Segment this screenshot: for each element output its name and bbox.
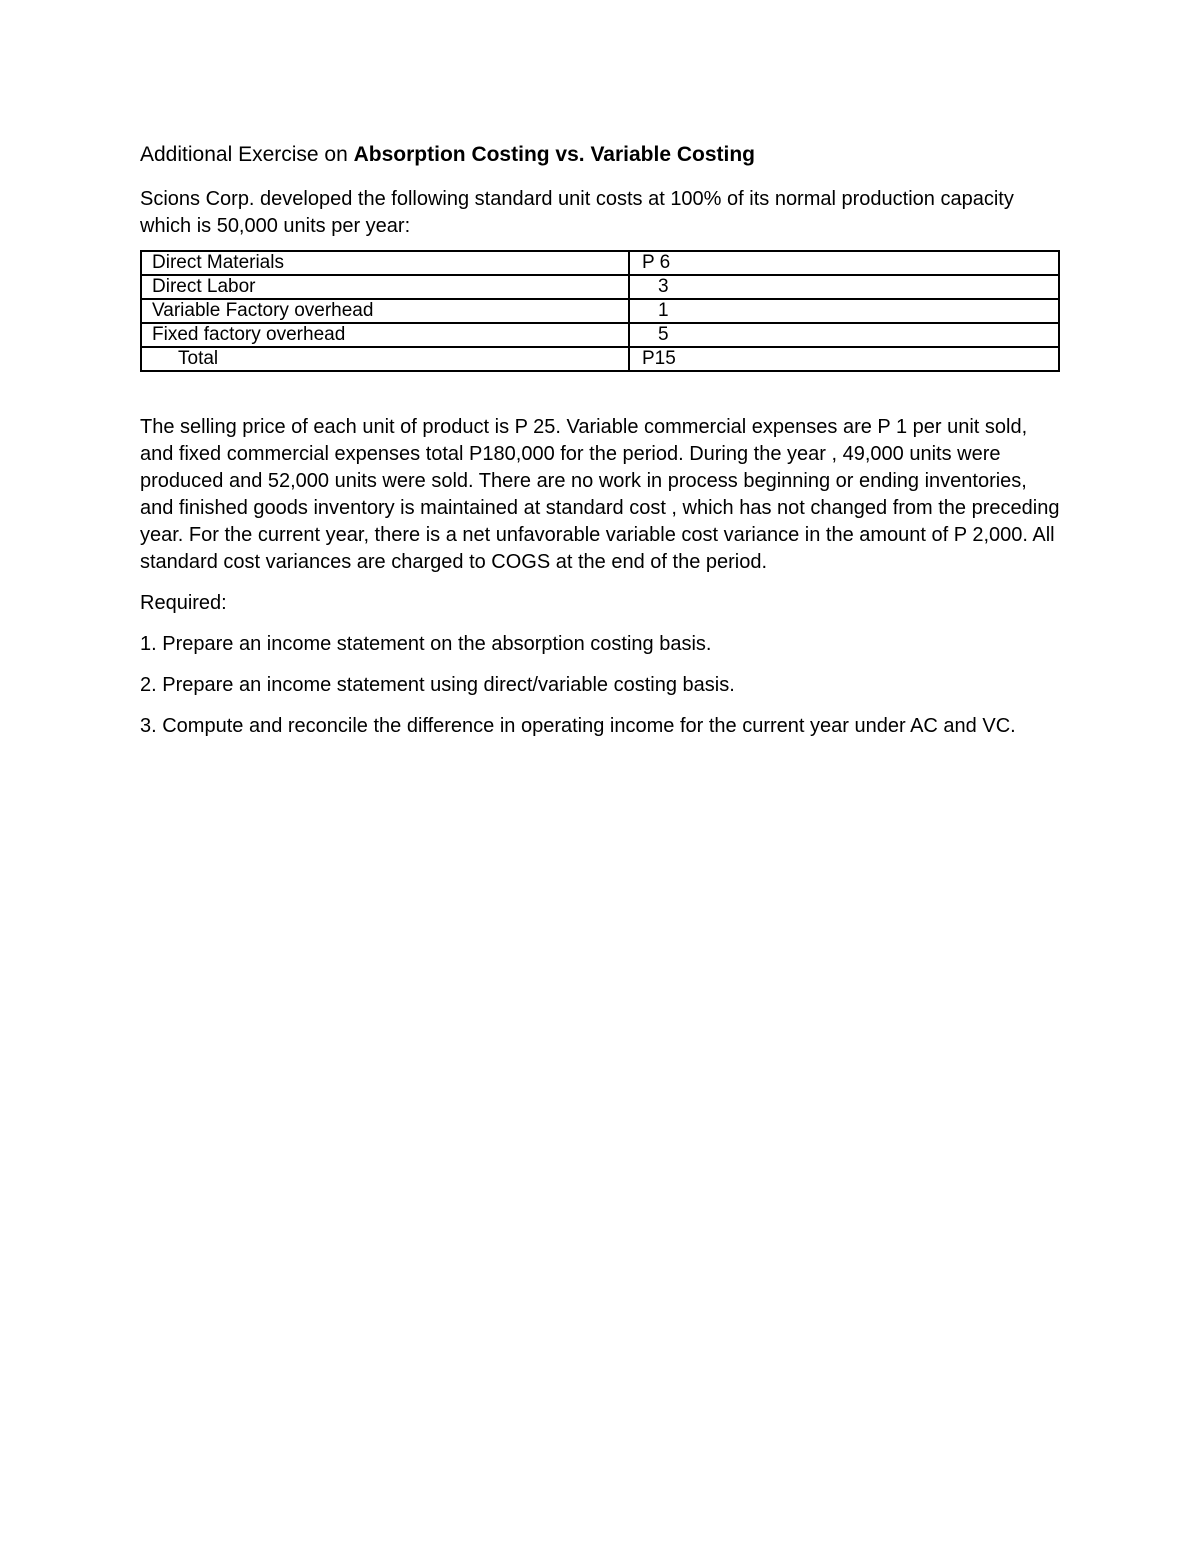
required-item: 1. Prepare an income statement on the absorption costing basis.	[140, 633, 712, 655]
cost-label: Fixed factory overhead	[141, 323, 629, 347]
table-row	[141, 323, 1059, 347]
required-item: 2. Prepare an income statement using direct/variable costing basis.	[140, 674, 735, 696]
cost-amount-cell	[629, 275, 1059, 299]
cost-amount: P 6	[629, 251, 1059, 275]
intro-paragraph: Scions Corp. developed the following standard unit costs at 100% of its normal production capacity which is 50,000 units per year:	[140, 188, 1014, 237]
table-row	[141, 275, 1059, 299]
table-row	[141, 299, 1059, 323]
cost-amount-cell	[629, 323, 1059, 347]
total-label: Total	[141, 347, 629, 371]
cost-amount: 3	[658, 276, 669, 297]
title-prefix: Additional Exercise on	[140, 143, 354, 166]
cost-label: Variable Factory overhead	[141, 299, 629, 323]
problem-paragraph: The selling price of each unit of product is P 25. Variable commercial expenses are P 1 per unit sold, and fixed commercial expenses total P180,000 for the period. During the year , 49,000 units were produced and 52,000 units were sold. There are no work in process beginning or ending inventories, and finished goods inventory is maintained at standard cost , which has not changed from the preceding year. For the current year, there is a net unfavorable variable cost variance in the amount of P 2,000. All standard cost variances are charged to COGS at the end of the period.	[140, 416, 1060, 573]
total-amount: P15	[629, 347, 1059, 371]
cost-amount-cell	[629, 299, 1059, 323]
cost-label: Direct Materials	[141, 251, 629, 275]
document-page	[140, 140, 1060, 754]
required-label: Required:	[140, 592, 227, 614]
cost-label: Direct Labor	[141, 275, 629, 299]
standard-cost-table	[140, 250, 1060, 372]
table-row-total	[141, 347, 1059, 371]
required-item: 3. Compute and reconcile the difference in operating income for the current year under AC and VC.	[140, 715, 1016, 737]
table-row	[141, 251, 1059, 275]
title-bold: Absorption Costing vs. Variable Costing	[353, 143, 756, 166]
cost-amount: 1	[658, 300, 669, 321]
document-title	[140, 140, 1060, 170]
cost-amount: 5	[658, 324, 669, 345]
